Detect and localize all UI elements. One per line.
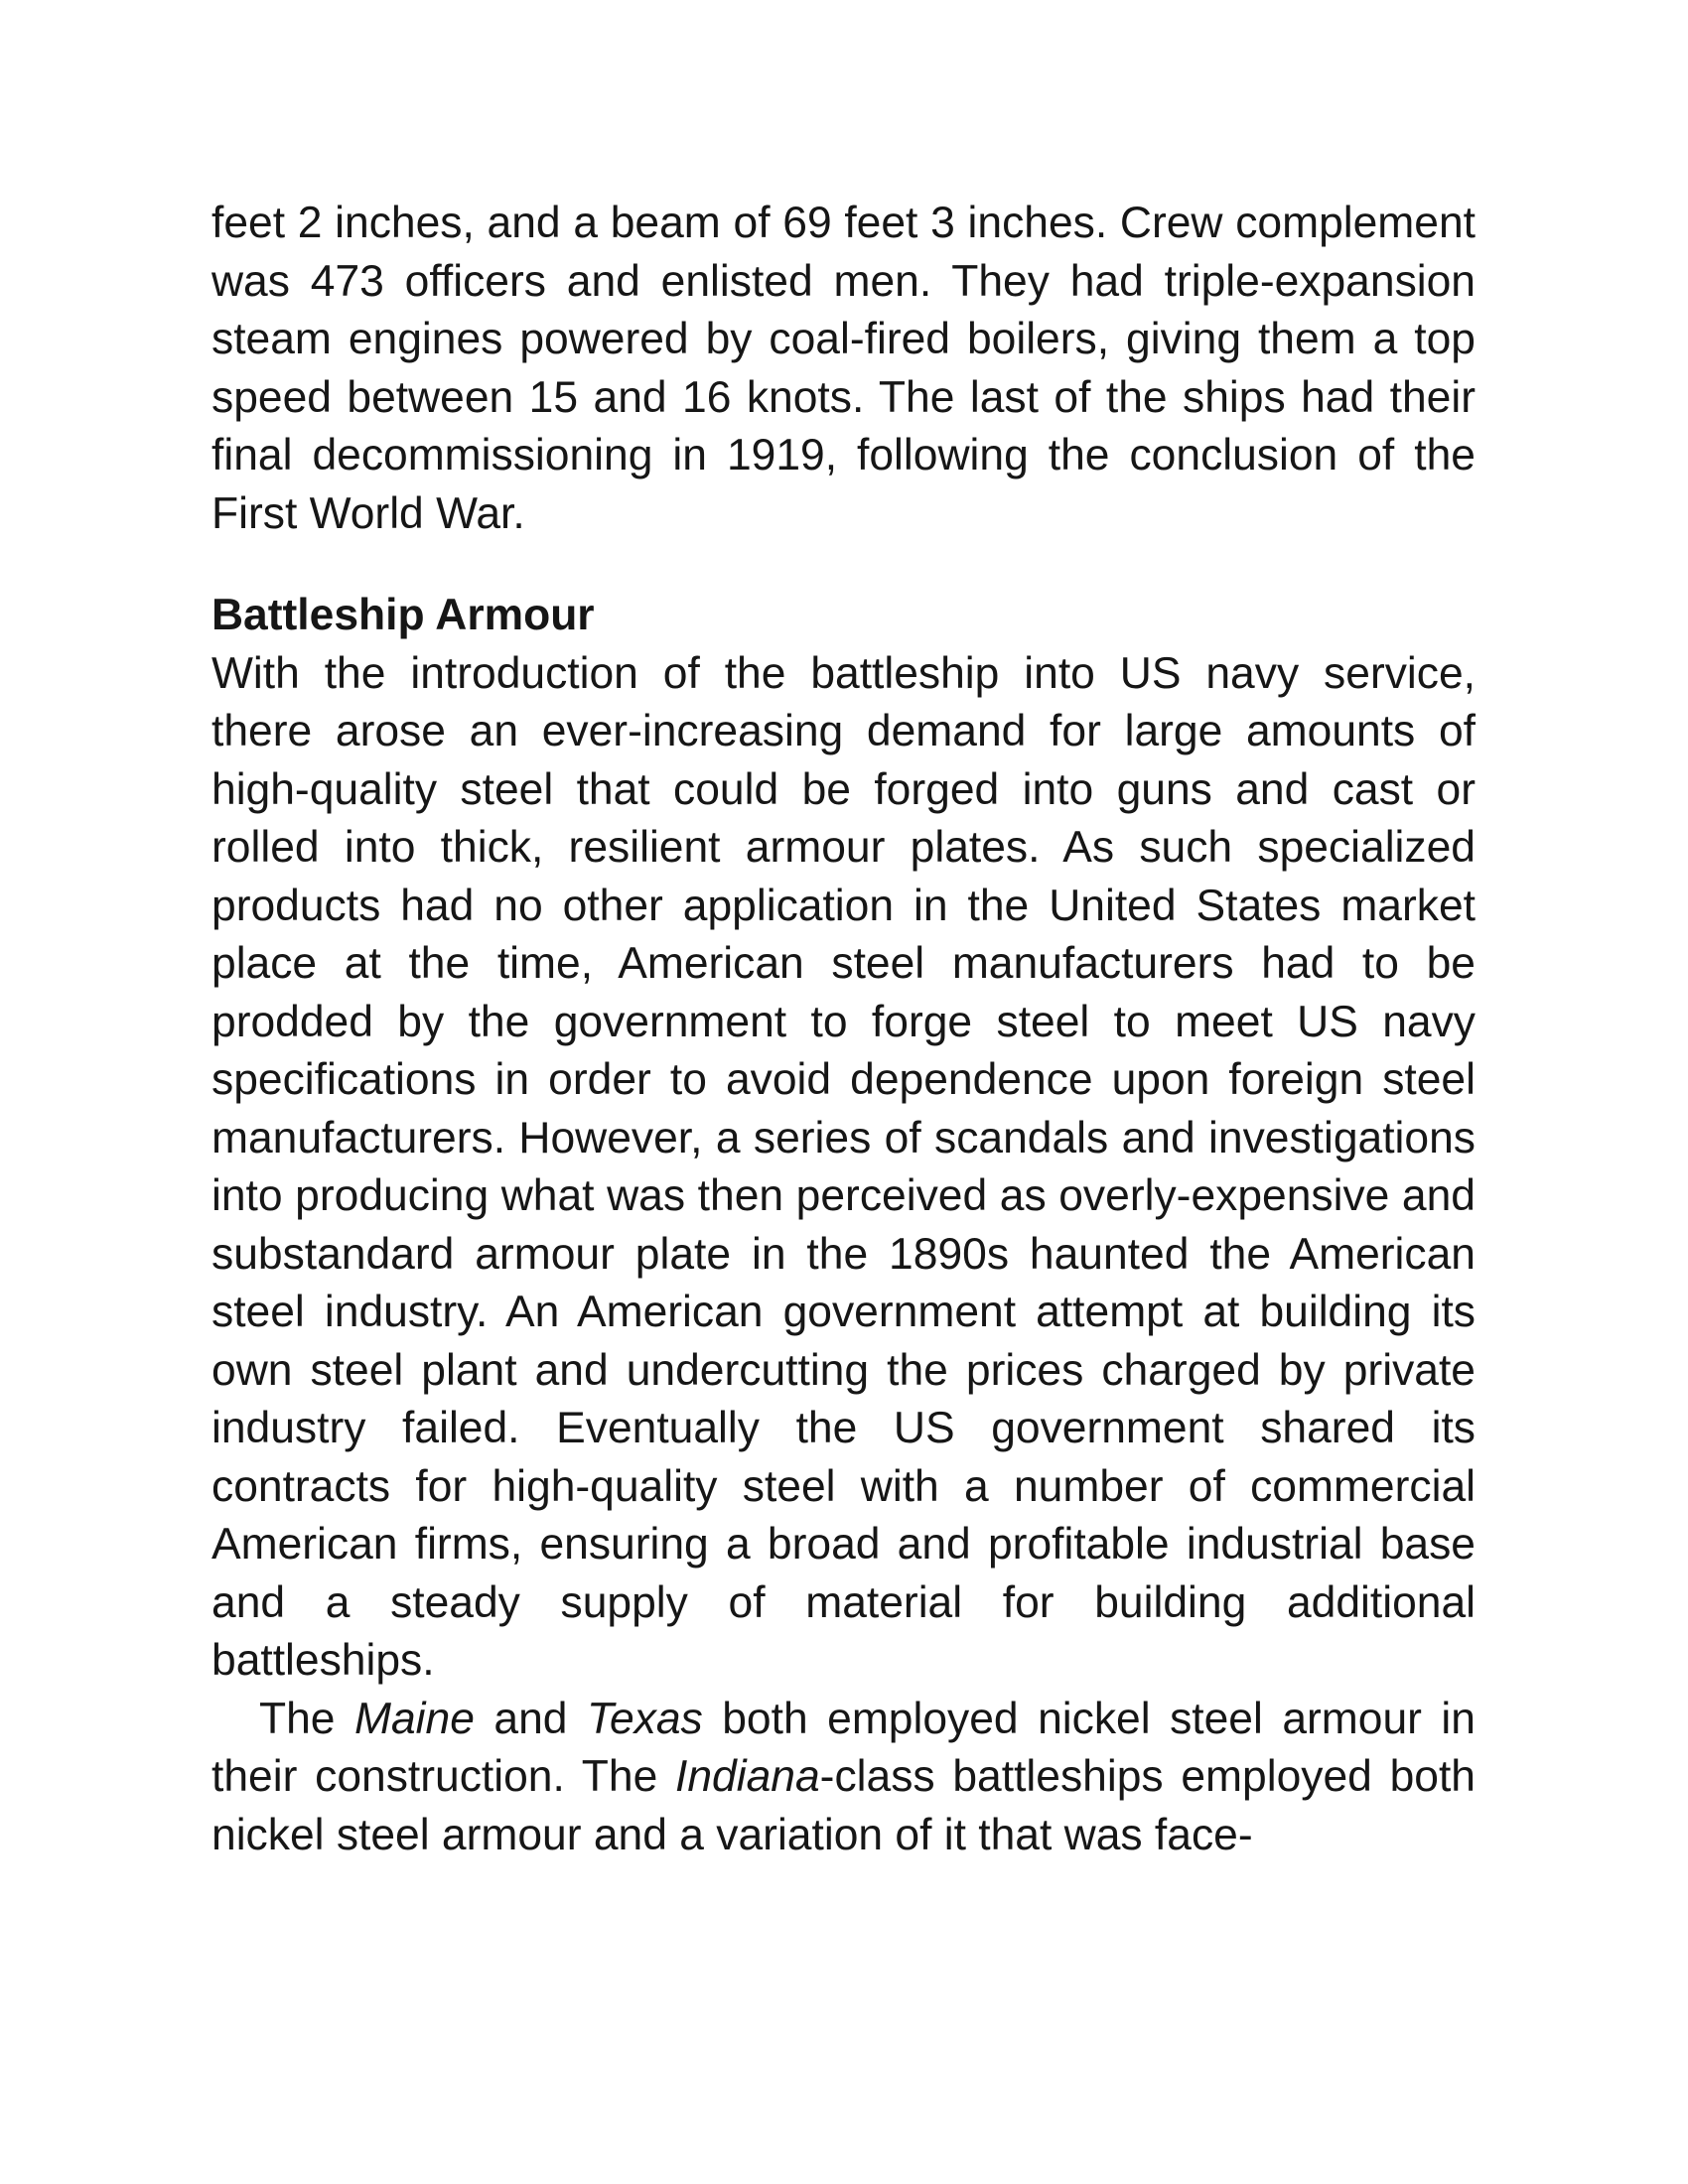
paragraph-armour-types (211, 1691, 1476, 1865)
section-heading: Battleship Armour (211, 591, 595, 639)
text-run: -class battleships employed both nickel steel armour and a variation of it that was face- (211, 1752, 1476, 1859)
ship-name-texas: Texas (586, 1694, 703, 1743)
text-run: both employed nickel steel armour in their construction. The (211, 1694, 1476, 1801)
paragraph-steel-industry: With the introduction of the battleship into US navy service, there arose an ever-increasing demand for large amounts of high-quality steel that could be forged into guns and cast or rolled into thick, resilient armour plates. As such specialized products had no other application in the United States market place at the time, American steel manufacturers had to be prodded by the government to forge steel to meet US navy specifications in order to avoid dependence upon foreign steel manufacturers. However, a series of scandals and investigations into producing what was then perceived as overly-expensive and substandard armour plate in the 1890s haunted the American steel industry. An American government attempt at building its own steel plant and undercutting the prices charged by private industry failed. Eventually the US government shared its contracts for high-quality steel with a number of commercial American firms, ensuring a broad and profitable industrial base and a steady supply of material for building additional battleships. (211, 648, 1476, 1685)
text-run: and (474, 1694, 587, 1743)
paragraph-ship-specs: feet 2 inches, and a beam of 69 feet 3 inches. Crew complement was 473 officers and enlisted men. They had triple-expansion steam engines powered by coal-fired boilers, giving them a top speed between 15 and 16 knots. The last of the ships had their final decommissioning in 1919, following the conclusion of the First World War. (211, 199, 1476, 538)
text-run: The (259, 1694, 354, 1743)
ship-class-indiana: Indiana (675, 1752, 820, 1801)
ship-name-maine: Maine (353, 1694, 475, 1743)
document-body (211, 195, 1476, 1864)
